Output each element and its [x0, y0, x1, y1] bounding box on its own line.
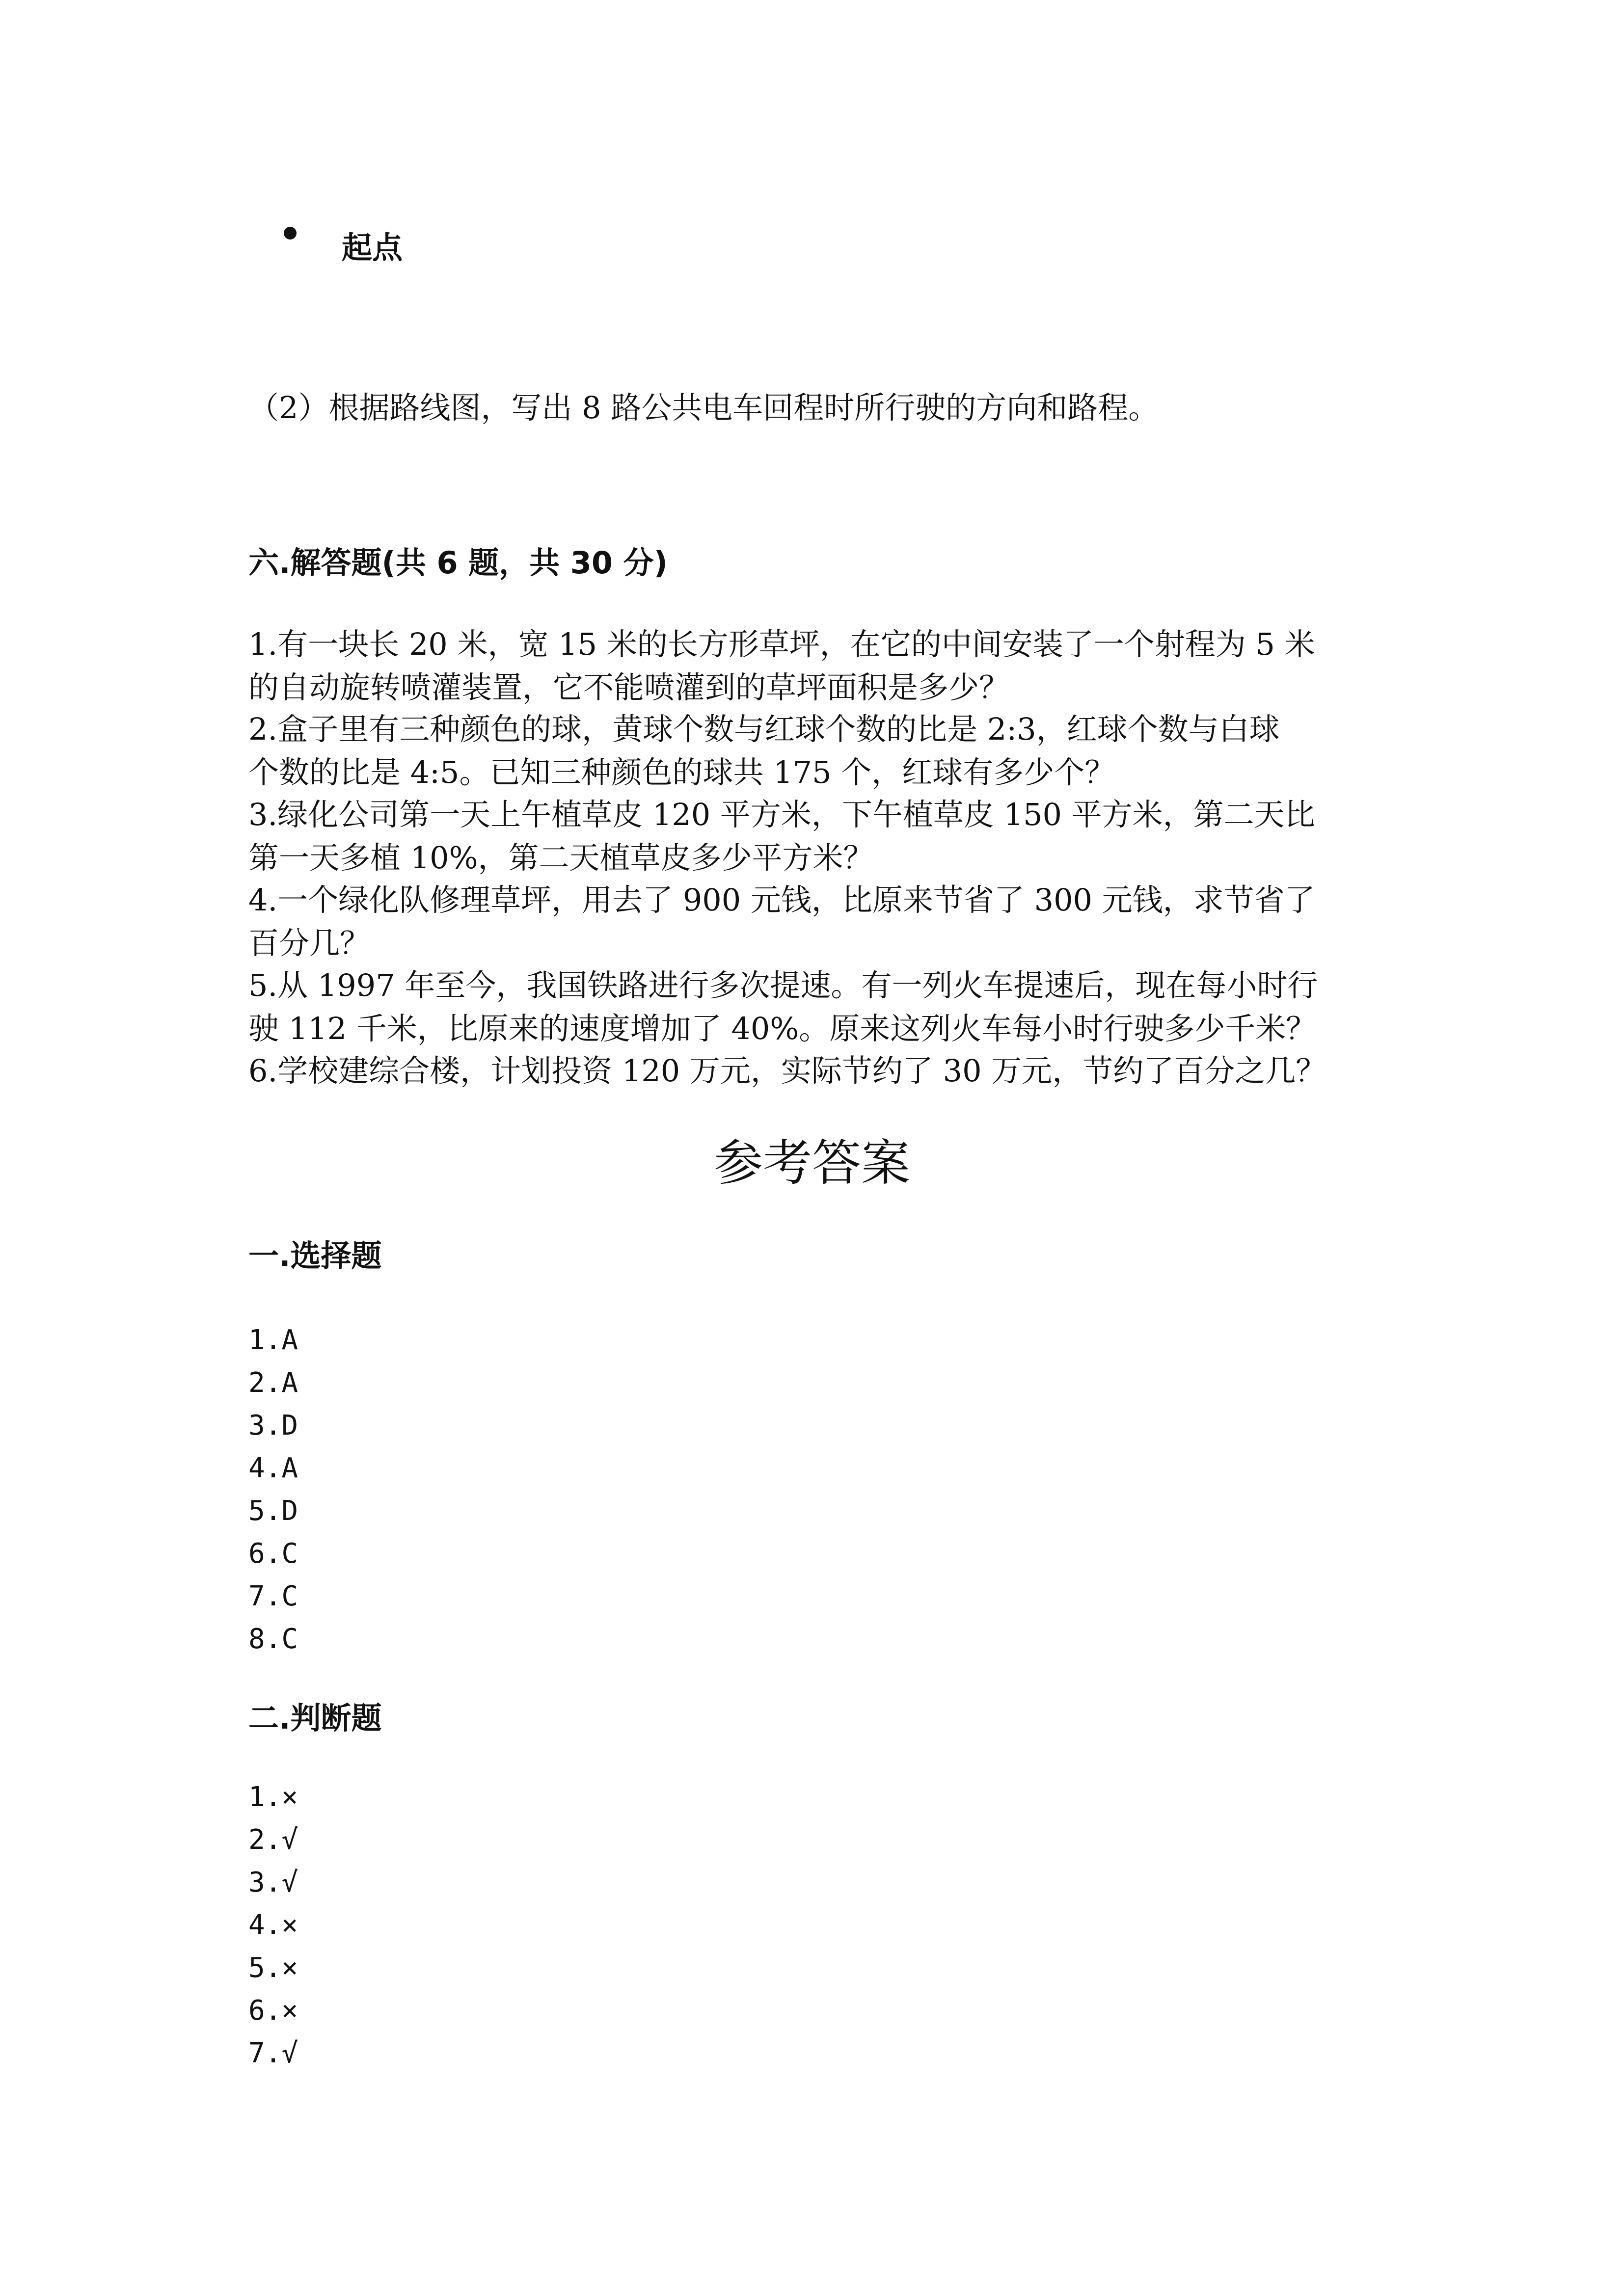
- answer-item: 5.D: [248, 1495, 298, 1527]
- answer-item: 1.A: [248, 1324, 298, 1356]
- answer-item: 4.A: [248, 1452, 298, 1484]
- start-label: 起点: [342, 230, 403, 266]
- answers-section-one-heading: 一.选择题: [248, 1238, 382, 1274]
- section-six-heading: 六.解答题(共 6 题，共 30 分): [248, 545, 668, 581]
- answer-item: 3.D: [248, 1410, 298, 1442]
- answer-item: 2.A: [248, 1367, 298, 1399]
- question-line: 的自动旋转喷灌装置，它不能喷灌到的草坪面积是多少？: [248, 669, 1010, 705]
- answer-item: 6.C: [248, 1538, 298, 1570]
- answers-section-two-heading: 二.判断题: [248, 1700, 382, 1736]
- question-2-text: （2）根据路线图，写出 8 路公共电车回程时所行驶的方向和路程。: [248, 390, 1159, 426]
- answer-item: 8.C: [248, 1623, 298, 1655]
- question-line: 6.学校建综合楼，计划投资 120 万元，实际节约了 30 万元，节约了百分之几？: [248, 1053, 1326, 1089]
- start-point-dot-icon: [284, 227, 297, 240]
- question-line: 1.有一块长 20 米，宽 15 米的长方形草坪，在它的中间安装了一个射程为 5 米: [248, 626, 1315, 662]
- question-line: 第一天多植 10%，第二天植草皮多少平方米？: [248, 840, 874, 876]
- answer-item: 3.√: [248, 1867, 298, 1898]
- question-line: 个数的比是 4:5。已知三种颜色的球共 175 个，红球有多少个？: [248, 754, 1115, 790]
- answer-item: 1.×: [248, 1781, 298, 1813]
- answers-section-one-list: [248, 1319, 298, 1660]
- question-line: 3.绿化公司第一天上午植草皮 120 平方米，下午植草皮 150 平方米，第二天比: [248, 797, 1315, 832]
- answer-item: 2.√: [248, 1824, 298, 1856]
- question-line: 百分几？: [248, 925, 371, 961]
- question-line: 4.一个绿化队修理草坪，用去了 900 元钱，比原来节省了 300 元钱，求节省了: [248, 882, 1315, 918]
- answers-section-two-list: [248, 1776, 298, 2075]
- question-line: 驶 112 千米，比原来的速度增加了 40%。原来这列火车每小时行驶多少千米？: [248, 1011, 1317, 1046]
- answer-item: 4.×: [248, 1909, 298, 1941]
- answer-item: 7.√: [248, 2037, 298, 2069]
- answer-item: 6.×: [248, 1995, 298, 2027]
- question-line: 5.从 1997 年至今，我国铁路进行多次提速。有一列火车提速后，现在每小时行: [248, 967, 1318, 1003]
- answer-item: 7.C: [248, 1580, 298, 1612]
- question-line: 2.盒子里有三种颜色的球，黄球个数与红球个数的比是 2:3，红球个数与白球: [248, 711, 1280, 747]
- start-marker: [284, 227, 403, 266]
- answers-title: 参考答案: [714, 1134, 910, 1192]
- answer-item: 5.×: [248, 1952, 298, 1984]
